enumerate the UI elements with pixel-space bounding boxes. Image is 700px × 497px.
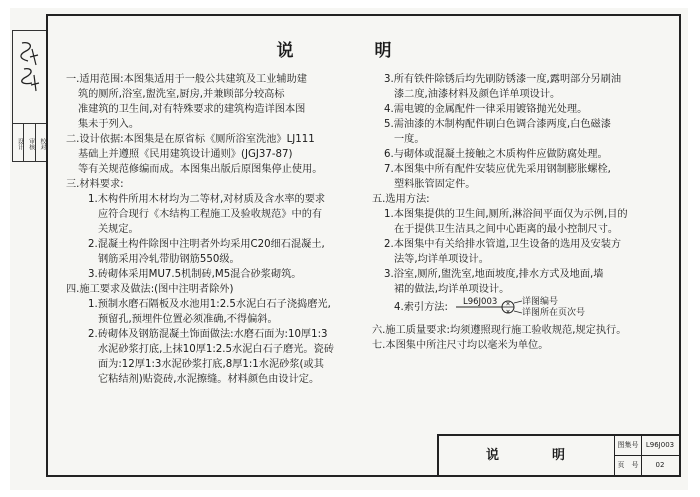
note-line: 漆二度,油漆材料及颜色详单项设计。 — [394, 89, 561, 100]
margin-cells — [13, 123, 46, 162]
note-line: 裙的做法,均详单项设计。 — [394, 284, 510, 295]
note-line: 七.本图集中所注尺寸均以毫米为单位。 — [372, 340, 549, 351]
handwritten-signature — [16, 39, 42, 95]
note-line: 6.与砌体或混凝土接触之木质构件应做防腐处理。 — [384, 149, 608, 160]
note-line: 4.需电镀的金属配件一律采用镀铬抛光处理。 — [384, 104, 588, 115]
margin-cell-review: 审核 — [24, 124, 35, 162]
note-line: 六.施工质量要求:均须遵照现行施工验收规范,规定执行。 — [372, 325, 627, 336]
title-block-name: 说 明 — [439, 436, 615, 475]
note-line: 应符合现行《木结构工程施工及验收规范》中的有 — [98, 209, 323, 220]
note-line: 2.砖砌体及钢筋混凝土饰面做法:水磨石面为:10厚1:3 — [88, 329, 328, 340]
note-line: 水泥砂浆打底,上抹10厚1:2.5水泥白石子磨光。瓷砖 — [98, 344, 334, 355]
note-line: 7.本图集中所有配件安装应优先采用钢制膨胀螺栓, — [384, 164, 611, 175]
note-line: 3.所有铁件除锈后均先刷防锈漆一度,露明部分另刷油 — [384, 74, 622, 85]
note-line: 塑料胀管固定件。 — [394, 179, 476, 190]
note-line: 1.预制水磨石隔板及水池用1:2.5水泥白石子浇捣磨光, — [88, 299, 331, 310]
atlas-number-label: 图集号 — [615, 436, 642, 456]
note-line: 关规定。 — [98, 224, 139, 235]
notes-right-column — [372, 72, 672, 353]
margin-cell-design: 设计 — [13, 124, 24, 162]
note-line: 一度。 — [394, 134, 425, 145]
page-number-label: 页 号 — [615, 456, 642, 475]
note-line: 面为:12厚1:3水泥砂浆打底,8厚1:1水泥砂浆(或其 — [98, 359, 324, 370]
note-line: 五.选用方法: — [372, 194, 430, 205]
note-line: 法等,均详单项设计。 — [394, 254, 489, 265]
note-line: 2.混凝土构件除图中注明者外均采用C20细石混凝土, — [88, 239, 325, 250]
page-title: 说 明 — [276, 41, 424, 61]
note-line: 2.本图集中有关给排水管道,卫生设备的选用及安装方 — [384, 239, 622, 250]
index-method-example — [372, 297, 672, 317]
page-number-value: 02 — [655, 461, 665, 469]
note-line: 在于提供卫生洁具之间中心距离的最小控制尺寸。 — [394, 224, 619, 235]
note-line: 二.设计依据:本图集是在原省标《厕所浴室洗池》LJ111 — [66, 134, 315, 145]
note-line: 钢筋采用冷轧带肋钢筋550级。 — [98, 254, 240, 265]
note-line: 三.材料要求: — [66, 179, 124, 190]
index-bottom-note: 详图所在页次号 — [522, 308, 586, 318]
note-line: 集未于列入。 — [78, 119, 140, 130]
svg-text:×: × — [505, 308, 511, 316]
note-line: 一.适用范围:本图集适用于一般公共建筑及工业辅助建 — [66, 74, 307, 85]
svg-text:×: × — [505, 300, 511, 308]
note-line: 筑的厕所,浴室,盥洗室,厨房,并兼顾部分较高标 — [78, 89, 285, 100]
note-line: 它粘结剂)贴瓷砖,水泥擦缝。材料颜色由设计定。 — [98, 374, 320, 385]
note-line: 3.砖砌体采用MU7.5机制砖,M5混合砂浆砌筑。 — [88, 269, 302, 280]
index-code: L96J003 — [463, 297, 498, 307]
index-method-label: 4.索引方法: — [394, 302, 448, 313]
note-line: 3.浴室,厕所,盥洗室,地面坡度,排水方式及地面,墙 — [384, 269, 604, 280]
index-top-note: 详图编号 — [522, 297, 559, 307]
note-line: 1.木构件所用木材均为二等材,对材质及含水率的要求 — [88, 194, 326, 205]
note-line: 1.本图集提供的卫生间,厕所,淋浴间平面仅为示例,目的 — [384, 209, 628, 220]
notes-left-column — [66, 72, 366, 387]
note-line: 准建筑的卫生间,对有特殊要求的建筑构造详图本图 — [78, 104, 306, 115]
note-line: 预留孔,预埋件位置必须准确,不得偏斜。 — [98, 314, 278, 325]
note-line: 四.施工要求及做法:(图中注明者除外) — [66, 284, 234, 295]
note-line: 基础上并遵照《民用建筑设计通则》(JGJ37-87) — [78, 149, 293, 160]
title-block — [437, 434, 679, 475]
note-line: 等有关规范修编而成。本图集出版后原图集停止使用。 — [78, 164, 323, 175]
margin-signature-strip — [12, 30, 46, 162]
note-line: 5.需油漆的木制构配件刷白色调合漆两度,白色磁漆 — [384, 119, 611, 130]
atlas-number-value: L96J003 — [641, 436, 679, 456]
margin-cell-check: 校对 — [38, 138, 46, 150]
